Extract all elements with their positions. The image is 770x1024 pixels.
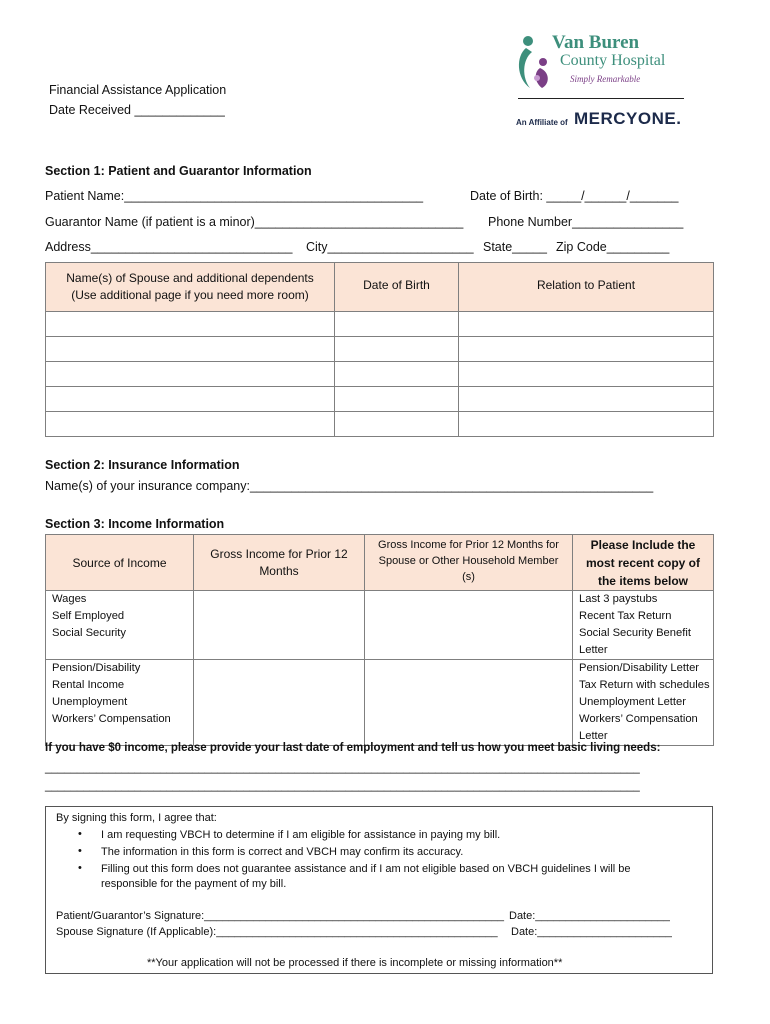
address-field[interactable]: Address_____________________________ [45,240,293,254]
bullet-dot: • [78,845,82,857]
agreement-bullet-3-cont: responsible for the payment of my bill. [101,878,287,890]
income-spouse-gross-header: Gross Income for Prior 12 Months for Spouse or Other Household Member (s) [365,535,573,591]
zero-income-prompt: If you have $0 income, please provide your last date of employment and tell us how you meet basic living needs: [45,742,661,754]
income-group2-sources [46,660,194,746]
income-source-unemployment: Unemployment [52,696,128,708]
state-field[interactable]: State_____ [483,240,547,254]
income-group2-docs [573,660,714,746]
table-row[interactable] [46,387,714,412]
spouse-signature-date-field[interactable]: Date:______________________ [511,926,672,938]
zero-income-line2[interactable]: _____________________________________________________________________________________________ [45,780,640,792]
income-group2-row [46,660,714,746]
table-row[interactable] [46,337,714,362]
table-row[interactable] [46,362,714,387]
income-source-self-employed: Self Employed [52,610,125,622]
patient-signature-date-field[interactable]: Date:______________________ [509,910,670,922]
doc-workers-comp-letter: Workers’ Compensation Letter [579,713,698,742]
zip-code-field[interactable]: Zip Code_________ [556,240,670,254]
income-spouse-gross-cell[interactable] [365,591,573,660]
agreement-bullet-2: The information in this form is correct and VBCH may confirm its accuracy. [101,846,464,858]
bullet-dot: • [78,862,82,874]
doc-social-security-letter: Social Security Benefit Letter [579,627,691,656]
dependents-name-header-line2: (Use additional page if you need more room) [71,288,309,302]
income-group1-docs [573,591,714,660]
guarantor-name-field[interactable]: Guarantor Name (if patient is a minor)______________________________ [45,215,464,229]
income-group1-row [46,591,714,660]
income-table [45,534,714,746]
dependents-dob-header: Date of Birth [335,263,459,312]
patient-name-field[interactable]: Patient Name:___________________________________________ [45,189,424,203]
income-gross-cell[interactable] [194,591,365,660]
income-gross-cell[interactable] [194,660,365,746]
doc-paystubs: Last 3 paystubs [579,593,658,605]
agreement-intro: By signing this form, I agree that: [56,812,217,824]
income-source-pension: Pension/Disability [52,662,141,674]
dependents-relation-header: Relation to Patient [459,263,714,312]
form-title: Financial Assistance Application [49,83,227,97]
insurance-company-field[interactable]: Name(s) of your insurance company:__________________________________________________________ [45,479,654,493]
income-source-header: Source of Income [46,535,194,591]
income-spouse-gross-cell[interactable] [365,660,573,746]
doc-tax-return: Recent Tax Return [579,610,672,622]
section1-title: Section 1: Patient and Guarantor Information [45,164,312,178]
doc-unemployment-letter: Unemployment Letter [579,696,686,708]
logo-tagline: Simply Remarkable [570,74,641,84]
dependents-name-header [46,263,335,312]
dependents-table [45,262,714,437]
hospital-logo [516,32,716,132]
logo-divider [518,98,684,99]
income-source-rental: Rental Income [52,679,125,691]
table-row[interactable] [46,412,714,437]
date-of-birth-field[interactable]: Date of Birth: _____/______/_______ [470,189,679,203]
agreement-bullet-1: I am requesting VBCH to determine if I am eligible for assistance in paying my bill. [101,829,501,841]
table-row[interactable] [46,312,714,337]
city-field[interactable]: City_____________________ [306,240,474,254]
date-received-field[interactable]: Date Received _____________ [49,103,225,117]
zero-income-line1[interactable]: _____________________________________________________________________________________________ [45,762,640,774]
income-documents-header: Please Include the most recent copy of the items below [573,535,714,591]
section3-title: Section 3: Income Information [45,517,225,531]
income-header-row [46,535,714,591]
processing-note: **Your application will not be processed if there is incomplete or missing information** [147,957,563,969]
section2-title: Section 2: Insurance Information [45,458,240,472]
doc-pension-letter: Pension/Disability Letter [579,662,700,674]
phone-number-field[interactable]: Phone Number________________ [488,215,684,229]
income-gross-header: Gross Income for Prior 12 Months [194,535,365,591]
affiliate-prefix: An Affiliate of [516,118,568,127]
agreement-bullet-3: Filling out this form does not guarantee assistance and if I am not eligible based on VBCH guidelines I will be [101,863,631,875]
income-source-wages: Wages [52,593,87,605]
income-source-social-security: Social Security [52,627,126,639]
income-source-workers-comp: Workers’ Compensation [52,713,171,725]
logo-name-line2: County Hospital [560,52,666,69]
income-group1-sources [46,591,194,660]
patient-signature-field[interactable]: Patient/Guarantor’s Signature:_________________________________________________ [56,910,504,922]
hospital-logo-icon [516,34,550,92]
affiliate-name: MERCYONE. [574,109,682,128]
bullet-dot: • [78,828,82,840]
logo-name-line1: Van Buren [552,32,640,53]
dependents-name-header-line1: Name(s) of Spouse and additional dependents [66,271,314,285]
doc-tax-return-schedules: Tax Return with schedules [579,679,710,691]
spouse-signature-field[interactable]: Spouse Signature (If Applicable):______________________________________________ [56,926,498,938]
dependents-header-row [46,263,714,312]
